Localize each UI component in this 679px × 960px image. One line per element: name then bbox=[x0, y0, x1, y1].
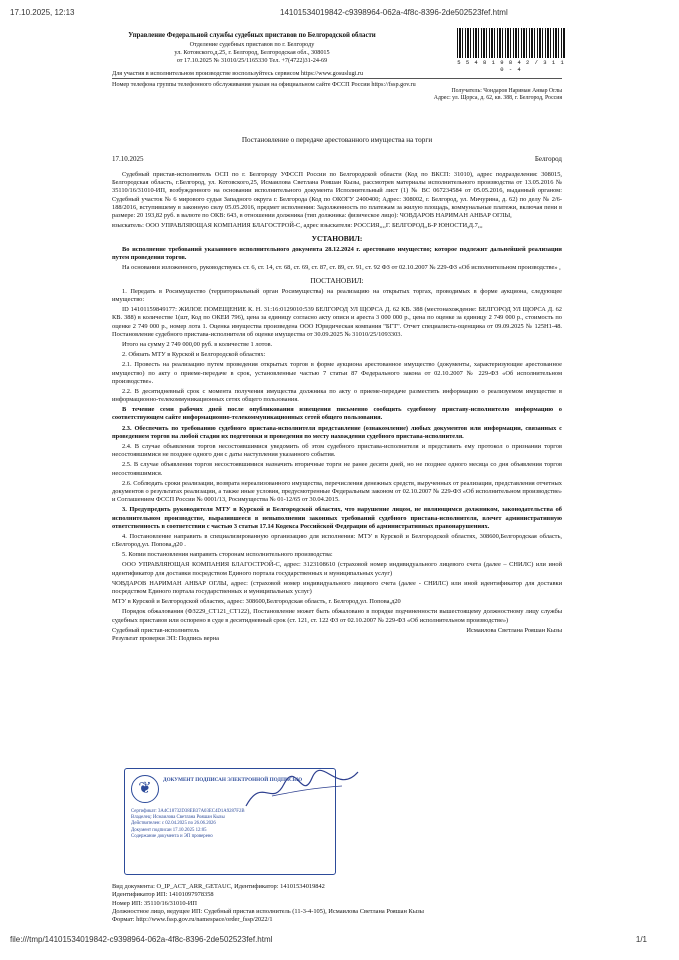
print-path: file:///tmp/14101534019842-c9398964-062a-4f8c-8396-2de502523fef.html bbox=[10, 935, 273, 944]
footer-ip-number: Номер ИП: 35110/16/31010-ИП bbox=[112, 899, 197, 907]
gosuslugi-note: Для участия в исполнительном производстве воспользуйтесь сервисом https://www.gosuslugi.ru bbox=[112, 70, 364, 77]
document-body bbox=[112, 171, 562, 643]
stamp-line: Документ подписан 17.10.2025 12:05 bbox=[131, 827, 207, 833]
stamp-line: Сертификат: 3A4C18732D38EB37A03EC4D1A9287F2B bbox=[131, 809, 245, 814]
paragraph-item-2-4: 2.4. В случае объявления торгов несостоявшимися уведомить об этом судебного пристава-исполнителя и представить ему протокол о признании торгов несостоявшимися не позднее одного дня с даты наступления указанного события. bbox=[112, 443, 562, 459]
paragraph-appeal: Порядок обжалования (ФЗ229_СТ121_СТ122), Постановление может быть обжаловано в порядке подчиненности вышестоящему должностному лицу службы судебных приставов или оспорено в суде в десятидневный срок (ст. 121, ст. 122 ФЗ от 02.10.2007 № 229-ФЗ «Об исполнительном производстве») bbox=[112, 608, 562, 624]
barcode-number: 5 5 4 8 1 9 8 4 2 / 3 1 1 0 - 4 bbox=[457, 59, 565, 74]
paragraph-recipient-debtor: ЧОВДАРОВ НАРИМАН АНВАР ОГЛЫ, адрес: (страховой номер индивидуального лицевого счета (далее - СНИЛС) или иной идентификатор для доставки посредством Единого портала государственных и муниципальных услуг) bbox=[112, 579, 562, 595]
paragraph-property: ID 14101159849177: ЖИЛОЕ ПОМЕЩЕНИЕ К. Н. 31:16:0129010:539 БЕЛГОРОД УЛ ЩОРСА Д. 62 КВ. 388 (местонахождение: БЕЛГОРОД УЛ ЩОРСА Д. 62 КВ. 388) в количестве 1(шт, Код по ОКЕИ 796), цена за единицу согласно акту описи и ареста 3 000 000 р., цена по оценке за единицу 2 749 000 р., стоимость по оценке 2 749 000 р., номер лота 1. Оценка имущества произведена ООО Юридическая компания "БГТ". Отчет специалиста-оценщика от 09.09.2025 № 125Н1-48. Постановление судебного пристава-исполнителя об оценке имущества от 30.09.2025 № 31010/25/1093303. bbox=[112, 306, 562, 338]
paragraph-claimant: взыскатель: ООО УПРАВЛЯЮЩАЯ КОМПАНИЯ БЛАГОСТРОЙ-С, адрес взыскателя: РОССИЯ,,,,Г. БЕЛГОРОД,,Б-Р ЮНОСТИ,Д.7,,, bbox=[112, 222, 483, 230]
paragraph-item-4: 4. Постановление направить в специализированную организацию для исполнения: МТУ в Курской и Белгородской областях, 308600,Белгородская область, г.Белгород,ул. Попова,д20 . bbox=[112, 532, 562, 549]
ep-check: Результат проверки ЭП: Подпись верна bbox=[112, 634, 219, 642]
footer-official: Должностное лицо, ведущее ИП: Судебный пристав исполнитель (11-3-4-105), Исмаилова Светлана Рояшан Кызы bbox=[112, 907, 424, 915]
recipient-block bbox=[362, 88, 562, 103]
divider bbox=[112, 78, 562, 79]
paragraph-item-2-3: 2.3. Обеспечить по требованию судебного пристава-исполнителя представление (ознакомление) любых документов или информации, связанных с проведением торгов на любой стадии их подготовки и проведения по месту нахождения судебного пристава-исполнителя. bbox=[112, 424, 562, 440]
paragraph-item-3: 3. Предупредить руководителя МТУ в Курской и Белгородской областях, что нарушение лицом, не являющимся должником, законодательства об исполнительном производстве, выразившееся в невыполнении законных требований судебного пристава-исполнителя, влечет административную ответственность в соответствии с частью 3 статьи 17.14 Кодекса Российской Федерации об административных правонарушениях. bbox=[112, 506, 562, 530]
document-city: Белгород bbox=[534, 155, 562, 163]
heading-resolved: ПОСТАНОВИЛ: bbox=[310, 276, 364, 286]
document-title: Постановление о передаче арестованного имущества на торги bbox=[241, 136, 433, 144]
heading-established: УСТАНОВИЛ: bbox=[311, 234, 363, 244]
paragraph-item-1: 1. Передать в Росимущество (территориальный орган Росимущества) на реализацию на открытых торгах, проводимых в форме аукциона, следующее имущество: bbox=[112, 287, 562, 303]
letterhead bbox=[112, 32, 392, 65]
paragraph-notify: В течение семи рабочих дней после опубликования извещения письменно сообщить судебному приставу-исполнителю информацию о соответствующем сайте информационно-телекоммуникационных сетей общего пользования. bbox=[112, 406, 562, 422]
stamp-line: Содержание документа и ЭП проверено bbox=[131, 833, 213, 839]
emblem-icon: ❦ bbox=[131, 775, 159, 803]
paragraph-item-2-5: 2.5. В случае объявления торгов несостоявшимися назначить вторичные торги не ранее десяти дней, но не позднее одного месяца со дня объявления торгов несостоявшимися. bbox=[112, 461, 562, 477]
paragraph-item-5: 5. Копии постановления направить сторонам исполнительного производства: bbox=[122, 551, 333, 559]
paragraph-arrest: Во исполнение требований указанного исполнительного документа 28.12.2024 г. арестовано имущество; которое подлежит дальнейшей реализации путем проведения торгов. bbox=[112, 245, 562, 261]
signer-role: Судебный пристав-исполнитель bbox=[112, 626, 200, 634]
reg-number: от 17.10.2025 № 31010/25/1165330 Тел. +7(4722)31-24-69 bbox=[176, 56, 328, 64]
print-page-number: 1/1 bbox=[635, 935, 647, 944]
footer-format: Формат: http://www.fssp.gov.ru/namespace/order_fssp/2022/1 bbox=[112, 916, 273, 924]
print-title: 14101534019842-c9398964-062a-4f8c-8396-2de502523fef.html bbox=[280, 8, 508, 17]
recipient-name: Получатель: Чондаров Нариман Анвар Оглы bbox=[451, 88, 562, 94]
org-name: Управление Федеральной службы судебных приставов по Белгородской области bbox=[128, 32, 376, 39]
paragraph-item-2-6: 2.6. Соблюдать сроки реализации, возврата нереализованного имущества, перечисления денежных средств, вырученных от реализации, представления отчетных документов о результатах реализации, а также иные условия, предусмотренные Федеральным законом от 02.10.2007 № 229-ФЗ «Об исполнительном производстве» и Соглашением ФССП России № 0001/13, Росимущества № 01-12/65 от 30.04.2015. bbox=[112, 479, 562, 504]
dept-address: ул. Котовского,д.25, г. Белгород, Белгородская обл., 308015 bbox=[174, 48, 330, 56]
paragraph-intro: Судебный пристав-исполнитель ОСП по г. Белгороду УФССП России по Белгородской области (Код по ВКСП: 31010), адрес подразделения: 308015, Белгородская область, г.Белгород, ул. Котовского,25, Исмаилова Светлана Рояшан Кызы, рассмотрев материалы исполнительного производства от 13.05.2016 № 35110/16/31010-ИП, возбужденного на основании исполнительного документа Исполнительный лист (1) № ВС 067234584 от 05.05.2016, выданный органом: Судебный участок № 6 мирового судьи Западного округа г. Белгорода (Код по ОКОГУ 2400400; Адрес: 308002, г. Белгород, ул. Мичурина, д. 62) по делу № 2/6-188/2016, вступившему в законную силу 05.05.2016, предмет исполнения: Задолженность по платежам за жилую площадь, коммунальные платежи, включая пени в размере: 20 193,82 руб. в валюте по ОКВ: 643, в отношении должника (тип должника: физическое лицо): ЧОВДАРОВ НАРИМАН АНВАР ОГЛЫ, bbox=[112, 171, 562, 219]
footer-doc-type: Вид документа: O_IP_ACT_ARR_GETAUC, Идентификатор: 14101534019842 bbox=[112, 883, 325, 890]
recipient-address: Адрес: ул. Щорса, д. 62, кв. 388, г. Белгород, Россия bbox=[433, 95, 562, 102]
paragraph-item-2-2: 2.2. В десятидневный срок с момента получения имущества должника по акту о приеме-передаче разместить информацию о реализуемом имуществе в информационно-телекоммуникационных сетях общего пользования. bbox=[112, 387, 562, 404]
stamp-line: Владелец: Исмаилова Светлана Рояшан Кызы bbox=[131, 815, 225, 821]
document-date: 17.10.2025 bbox=[112, 155, 144, 163]
stamp-title: ДОКУМЕНТ ПОДПИСАН ЭЛЕКТРОННОЙ ПОДПИСЬЮ bbox=[163, 777, 303, 783]
paragraph-item-2-1: 2.1. Провесть на реализацию путем проведения открытых торгов в форме аукциона арестованное имущество (документы, характеризующие арестованное имущество) по акту о приеме-передаче в срок, установленные частью 7 статьи 87 Федерального закона от 02.10.2007 № 229-ФЗ «Об исполнительном производстве». bbox=[112, 361, 562, 385]
paragraph-recipient-mtu: МТУ в Курской и Белгородской областях, адрес: 308600,Белгородская область, г. Белгород,ул. Попова,д20 bbox=[112, 598, 401, 606]
paragraph-total: Итого на сумму 2 749 000,00 руб. в количестве 1 лотов. bbox=[122, 340, 273, 348]
signer-line bbox=[112, 627, 562, 635]
phone-note: Номер телефона группы телефонного обслуживания указан на официальном сайте ФССП России https://fssp.gov.ru bbox=[112, 81, 416, 88]
stamp-line: Действителен: с 02.04.2025 по 26.06.2026 bbox=[131, 821, 216, 827]
dept-name: Отделение судебных приставов по г. Белгороду bbox=[189, 40, 315, 48]
paragraph-basis: На основании изложенного, руководствуясь ст. 6, ст. 14, ст. 68, ст. 69, ст. 87, ст. 89, ст. 91, ст. 92 ФЗ от 02.10.2007 № 229-ФЗ «Об исполнительном производстве» , bbox=[122, 264, 561, 272]
paragraph-recipient-claimant: ООО УПРАВЛЯЮЩАЯ КОМПАНИЯ БЛАГОСТРОЙ-С, адрес: 3123108610 (страховой номер индивидуального лицевого счета (далее – СНИЛС) или иной идентификатор для доставки посредством Единого портала государственных и муниципальных услуг) bbox=[112, 561, 562, 577]
paragraph-item-2: 2. Обязать МТУ в Курской и Белгородской областях: bbox=[122, 351, 266, 359]
signer-name: Исмаилова Светлана Рояшан Кызы bbox=[466, 626, 562, 634]
handwritten-signature bbox=[242, 766, 362, 814]
document-footer bbox=[112, 883, 562, 925]
print-datetime: 17.10.2025, 12:13 bbox=[10, 8, 75, 17]
barcode-image bbox=[457, 28, 565, 58]
document bbox=[112, 28, 565, 924]
footer-ip-id: Идентификатор ИП: 14101097978358 bbox=[112, 891, 214, 899]
